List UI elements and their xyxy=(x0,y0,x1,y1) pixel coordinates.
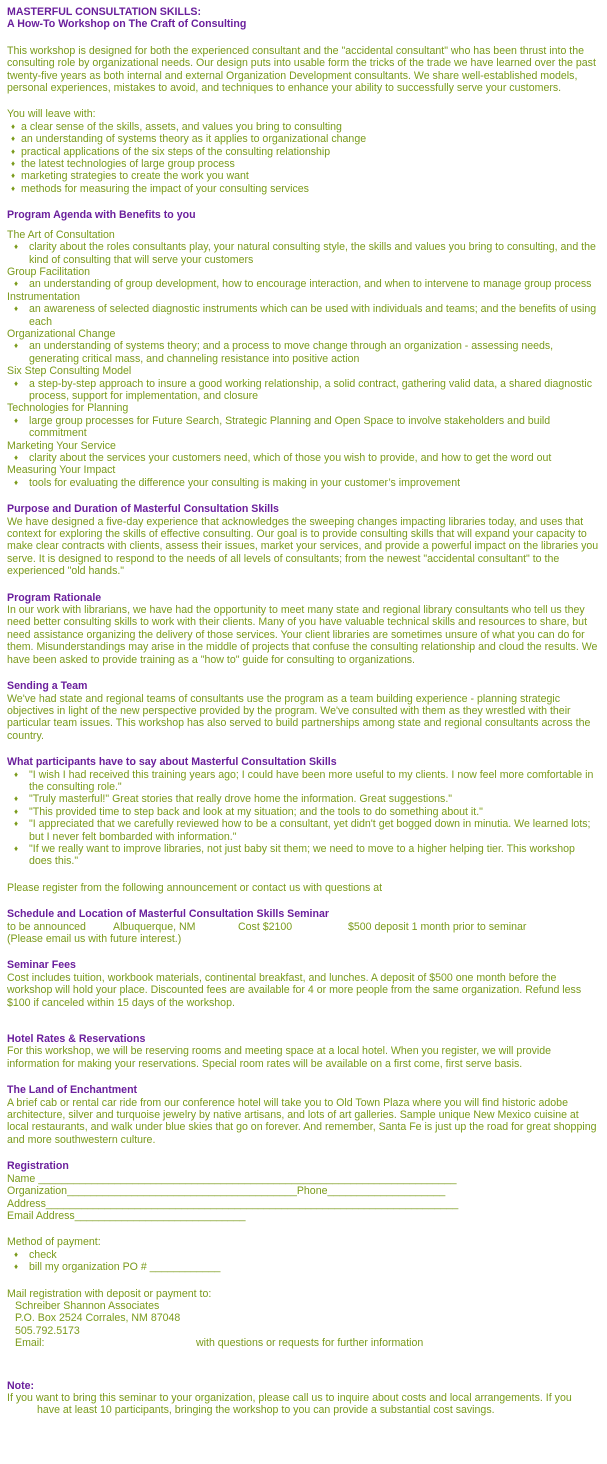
quote-item: ♦ "Truly masterful!" Great stories that really drove home the information. Great suggestions." xyxy=(7,793,600,805)
leave-with-list xyxy=(7,121,600,195)
registration-section xyxy=(7,1160,600,1222)
land-body: A brief cab or rental car ride from our conference hotel will take you to Old Town Plaza where you will find historic adobe architecture, silver and turquoise jewelry by native artisans, and lots of art galleries. Sample unique New Mexico cuisine at local restaurants, and walk under blue skies that go on forever. And remember, Santa Fe is just up the road for great shopping and more southwestern culture. xyxy=(7,1096,597,1146)
note-heading: Note: xyxy=(7,1379,35,1392)
land-section xyxy=(7,1084,600,1146)
schedule-note: (Please email us with future interest.) xyxy=(7,933,182,945)
email-address-field[interactable]: Email Address_____________________________ xyxy=(7,1209,246,1222)
mail-line: P.O. Box 2524 Corrales, NM 87048 xyxy=(15,1312,181,1325)
note-section xyxy=(7,1380,600,1417)
mail-email-label: Email: xyxy=(15,1337,45,1350)
quotes-list xyxy=(7,769,600,868)
payment-option-check: ♦ check xyxy=(7,1249,600,1261)
mail-line: 505.792.5173 xyxy=(15,1324,80,1337)
list-item: ♦ the latest technologies of large group process xyxy=(7,158,600,170)
quotes-heading: What participants have to say about Masterful Consultation Skills xyxy=(7,756,337,769)
agenda-category: The Art of Consultation xyxy=(7,228,115,241)
payment-options xyxy=(7,1249,600,1274)
team-body: We've had state and regional teams of consultants use the program as a team building experience - planning strategic objectives in light of the new perspective provided by the program. We've consulted with them as they wrestled with their particular team issues. This workshop has also served to build partnerships among state and regional consultants across the country. xyxy=(7,692,591,742)
list-item: ♦ practical applications of the six steps of the consulting relationship xyxy=(7,146,600,158)
register-contact-line: Please register from the following announcement or contact us with questions at xyxy=(7,881,383,894)
mail-lead: Mail registration with deposit or payment to: xyxy=(7,1287,212,1300)
mail-section xyxy=(7,1288,600,1350)
title-line-2: A How-To Workshop on The Craft of Consulting xyxy=(7,18,247,31)
team-section xyxy=(7,680,600,742)
agenda-benefit: ♦ clarity about the services your customers need, which of those you wish to provide, and how to get the word out xyxy=(7,452,600,464)
schedule-location: Albuquerque, NM xyxy=(113,920,196,933)
quotes-section xyxy=(7,756,600,868)
mail-line: Schreiber Shannon Associates xyxy=(15,1299,160,1312)
payment-section xyxy=(7,1236,600,1273)
purpose-heading: Purpose and Duration of Masterful Consultation Skills xyxy=(7,503,279,516)
agenda-category: Organizational Change xyxy=(7,327,116,340)
hotel-body: For this workshop, we will be reserving rooms and meeting space at a local hotel. When you register, we will provide information for making your reservations. Special room rates will be available on a first come, first serve basis. xyxy=(7,1045,552,1070)
agenda-benefit: ♦ tools for evaluating the difference your consulting is making in your customer’s improvement xyxy=(7,477,600,489)
payment-option-po: ♦ bill my organization PO # ____________ xyxy=(7,1261,600,1273)
rationale-section xyxy=(7,592,600,666)
agenda-category: Group Facilitation xyxy=(7,265,91,278)
agenda-benefit: ♦ an understanding of group development, how to encourage interaction, and when to intervene to manage group process xyxy=(7,278,600,290)
agenda-category: Technologies for Planning xyxy=(7,402,129,415)
rationale-heading: Program Rationale xyxy=(7,591,102,604)
list-item: ♦ a clear sense of the skills, assets, and values you bring to consulting xyxy=(7,121,600,133)
agenda-benefit: ♦ an understanding of systems theory; and a process to move change through an organization - assessing needs, generating critical mass, and channeling resistance into positive action xyxy=(7,340,600,365)
registration-heading: Registration xyxy=(7,1160,69,1173)
agenda-category: Instrumentation xyxy=(7,290,81,303)
schedule-heading: Schedule and Location of Masterful Consultation Skills Seminar xyxy=(7,908,329,921)
agenda-benefit: ♦ large group processes for Future Search, Strategic Planning and Open Space to involve stakeholders and build commitment xyxy=(7,415,600,440)
schedule-deposit: $500 deposit 1 month prior to seminar xyxy=(348,920,527,933)
schedule-row xyxy=(7,921,600,933)
list-item: ♦ marketing strategies to create the work you want xyxy=(7,170,600,182)
schedule-date: to be announced xyxy=(7,920,86,933)
land-heading: The Land of Enchantment xyxy=(7,1084,138,1097)
mail-email-row xyxy=(7,1337,600,1349)
schedule-section xyxy=(7,908,600,945)
page-title xyxy=(7,6,600,31)
hotel-heading: Hotel Rates & Reservations xyxy=(7,1033,146,1046)
agenda-benefit: ♦ an awareness of selected diagnostic instruments which can be used with individuals and teams; and the benefits of using each xyxy=(7,303,600,328)
schedule-cost: Cost $2100 xyxy=(238,920,293,933)
rationale-body: In our work with librarians, we have had the opportunity to meet many state and regional library consultants who tell us they need better consulting skills to work with their clients. Many of you have valuable technical skills and resources to share, but need assistance organizing the delivery of those services. Your client libraries are sometimes unsure of what you can do for them. Misunderstandings may arise in the middle of projects that confuse the consulting relationship and cloud the results. We have been asked to provide training as a "how to" guide for consulting to organizations. xyxy=(7,604,598,666)
mail-email-tail: with questions or requests for further information xyxy=(196,1337,424,1350)
quote-item: ♦ "I wish I had received this training years ago; I could have been more useful to my clients. I now feel more comfortable in the consulting role." xyxy=(7,769,600,794)
agenda-benefit: ♦ clarity about the roles consultants play, your natural consulting style, the skills and values you bring to consulting, and the kind of consulting that will serve your customers xyxy=(7,241,600,266)
title-line-1: MASTERFUL CONSULTATION SKILLS: xyxy=(7,6,202,18)
note-line-2: have at least 10 participants, bringing the workshop to you can provide a substantial cost savings. xyxy=(37,1404,495,1417)
fees-heading: Seminar Fees xyxy=(7,959,76,972)
hotel-section xyxy=(7,1033,600,1070)
team-heading: Sending a Team xyxy=(7,680,88,693)
payment-lead: Method of payment: xyxy=(7,1236,101,1249)
agenda-category: Marketing Your Service xyxy=(7,439,116,452)
purpose-body: We have designed a five-day experience that acknowledges the sweeping changes impacting libraries today, and uses that context for exploring the skills of effective consulting. Our goal is to provide consulting skills that will expand your capacity to make clear contracts with clients, assess their issues, market your services, and provide a powerful impact on the libraries you serve. It is designed to respond to the needs of all levels of consultants; from the newest "accidental consultant" to the experienced "old hands." xyxy=(7,515,599,578)
leave-with-lead: You will leave with: xyxy=(7,108,96,121)
leave-with-section xyxy=(7,108,600,195)
fees-body: Cost includes tuition, workbook materials, continental breakfast, and lunches. A deposit of $500 one month before the workshop will hold your place. Discounted fees are available for 4 or more people from the same organization. Refund less $100 if canceled within 15 days of the workshop. xyxy=(7,971,582,1009)
agenda-heading: Program Agenda with Benefits to you xyxy=(7,209,196,222)
agenda-benefit: ♦ a step-by-step approach to insure a good working relationship, a solid contract, gathering valid data, a shared diagnostic process, support for implementation, and closure xyxy=(7,378,600,403)
address-field[interactable]: Address______________________________________________________________________ xyxy=(7,1197,459,1210)
fees-section xyxy=(7,959,600,1009)
agenda-category: Measuring Your Impact xyxy=(7,464,116,477)
list-item: ♦ methods for measuring the impact of your consulting services xyxy=(7,183,600,195)
purpose-section xyxy=(7,503,600,577)
name-field[interactable]: Name _______________________________________________________________________ xyxy=(7,1172,457,1185)
agenda-category: Six Step Consulting Model xyxy=(7,365,132,378)
organization-phone-field[interactable]: Organization_______________________________________Phone____________________ xyxy=(7,1185,446,1198)
quote-item: ♦ "I appreciated that we carefully reviewed how to be a consultant, yet didn't get bogged down in minutia. We learned lots; but I never felt bombarded with information." xyxy=(7,818,600,843)
agenda-section xyxy=(7,209,600,489)
quote-item: ♦ "If we really want to improve libraries, not just baby sit them; we need to move to a higher helping tier. This workshop does this." xyxy=(7,843,600,868)
intro-paragraph: This workshop is designed for both the experienced consultant and the "accidental consultant" who has been thrust into the consulting role by organizational needs. Our design puts into usable form the tricks of the trade we have learned over the past twenty-five years as both internal and external Organization Development consultants. We share well-established models, personal experiences, mistakes to avoid, and techniques to enhance your ability to successfully serve your customers. xyxy=(7,44,596,95)
list-item: ♦ an understanding of systems theory as it applies to organizational change xyxy=(7,133,600,145)
quote-item: ♦ "This provided time to step back and look at my situation; and the tools to do something about it." xyxy=(7,806,600,818)
note-line-1: If you want to bring this seminar to your organization, please call us to inquire about costs and local arrangements. If you xyxy=(7,1391,572,1404)
